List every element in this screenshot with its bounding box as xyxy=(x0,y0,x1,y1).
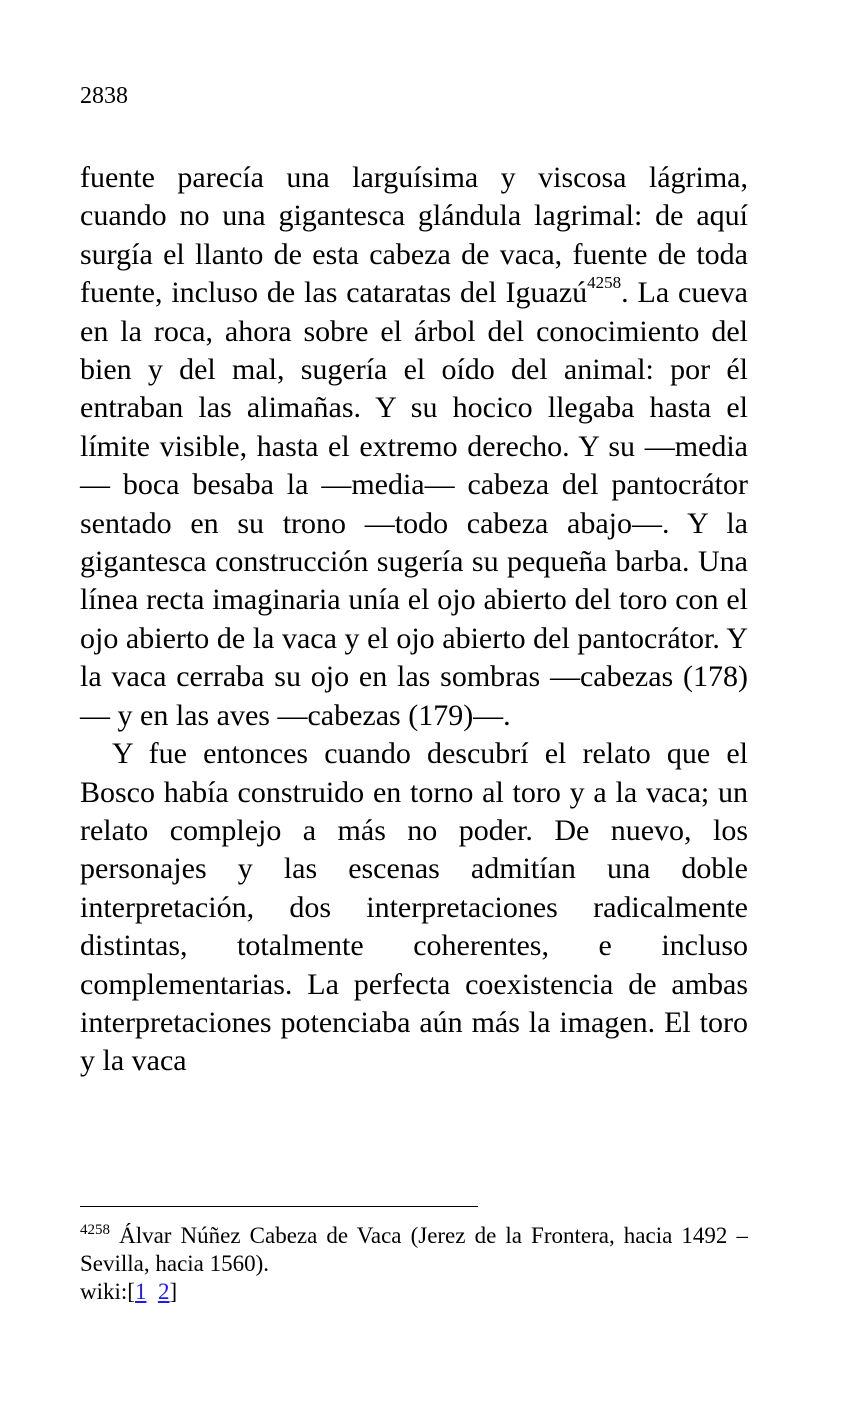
paragraph-1-text-b: . La cueva en la roca, ahora sobre el árbol del conocimiento del bien y del mal, sugería el oído del animal: por él entraban las alimañas. Y su hocico llegaba hasta el límite visible, hasta el extremo derecho. Y su —media— boca besaba la —media— cabeza del pantocrátor sentado en su trono —todo cabeza abajo—. Y la gigantesca construcción sugería su pequeña barba. Una línea recta imaginaria unía el ojo abierto del toro con el ojo abierto de la vaca y el ojo abierto del pantocrátor. Y la vaca cerraba su ojo en las sombras —cabezas (178)— y en las aves —cabezas (179)—. xyxy=(80,276,748,732)
wiki-link-1[interactable]: 1 xyxy=(134,1279,147,1304)
footnote-wiki-links xyxy=(80,1278,748,1306)
paragraph-1 xyxy=(80,159,748,735)
wiki-suffix: ] xyxy=(169,1279,178,1304)
paragraph-1-text-a: fuente parecía una larguísima y viscosa lágrima, cuando no una gigantesca glándula lagrimal: de aquí surgía el llanto de esta cabeza de vaca, fuente de toda fuente, incluso de las cataratas del Iguazú xyxy=(80,161,748,310)
footnote-4258 xyxy=(80,1222,748,1278)
footnote-reference[interactable]: 4258 xyxy=(587,273,622,293)
page-number: 2838 xyxy=(80,83,128,109)
footnote-marker: 4258 xyxy=(80,1222,110,1238)
footnotes xyxy=(80,1222,748,1306)
paragraph-2: Y fue entonces cuando descubrí el relato que el Bosco había construido en torno al toro y a la vaca; un relato complejo a más no poder. De nuevo, los personajes y las escenas admitían una doble interpretación, dos interpretaciones radicalmente distintas, totalmente coherentes, e incluso complementarias. La perfecta coexistencia de ambas interpretaciones potenciaba aún más la imagen. El toro y la vaca xyxy=(80,737,748,1078)
footnote-text: Álvar Núñez Cabeza de Vaca (Jerez de la Frontera, hacia 1492 – Sevilla, hacia 1560). xyxy=(80,1223,748,1276)
body-text xyxy=(80,159,748,1081)
wiki-prefix: wiki:[ xyxy=(80,1279,135,1304)
footnote-separator xyxy=(80,1206,478,1207)
wiki-link-2[interactable]: 2 xyxy=(157,1279,170,1304)
